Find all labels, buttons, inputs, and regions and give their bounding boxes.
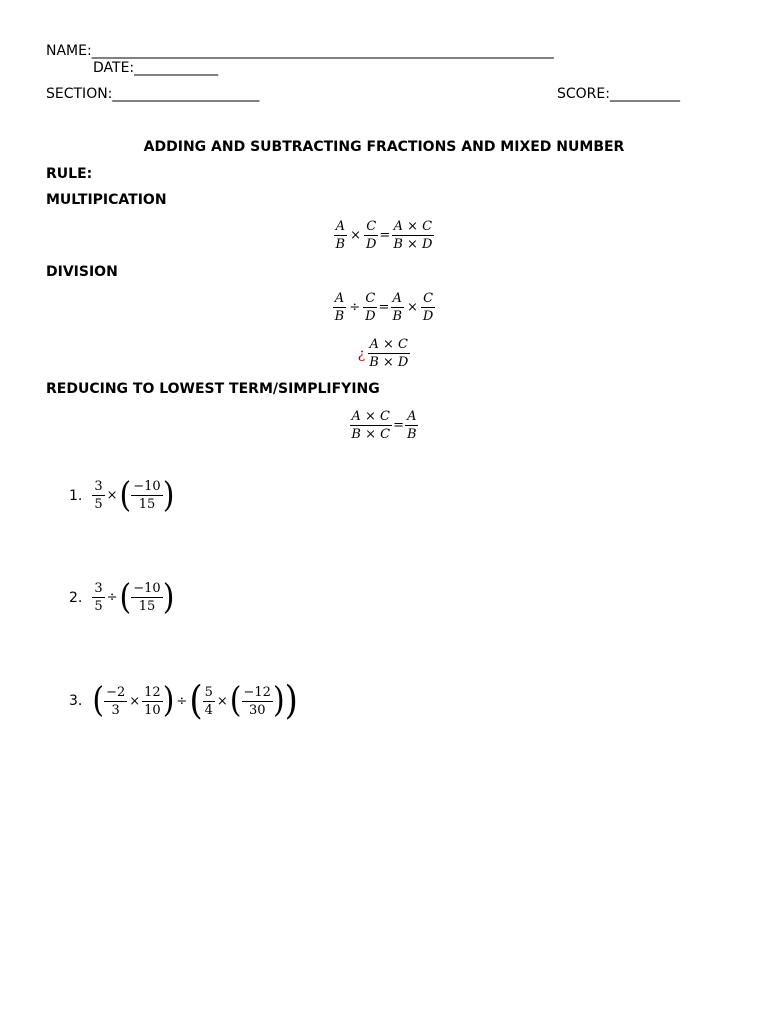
fraction-product: $\frac{A \times C}{B \times D}$ (393, 219, 433, 252)
division-heading: DIVISION (46, 264, 118, 280)
fraction-ac-over-bc: $\frac{A \times C}{B \times C}$ (351, 409, 391, 442)
fraction-a-over-b: $\frac{A}{B}$ (407, 409, 417, 442)
name-line[interactable]: __________________________________________________________________ (91, 43, 554, 59)
problem-number: 2. (69, 589, 83, 606)
fraction-a-over-b: $\frac{A}{B}$ (334, 291, 345, 324)
rule-heading: RULE: (46, 166, 93, 182)
problem-number: 1. (69, 487, 83, 504)
parenthesized-product: ( $\frac{-2}{3}$ × $\frac{12}{10}$ ) (92, 686, 174, 717)
section-label: SECTION: (46, 86, 113, 102)
date-label: DATE: (93, 60, 135, 76)
parenthesized-fraction: ( $\frac{-12}{30}$ ) (230, 686, 285, 717)
name-label: NAME: (46, 43, 92, 59)
reducing-heading: REDUCING TO LOWEST TERM/SIMPLIFYING (46, 381, 380, 397)
unknown-char-marker: ¿ (357, 345, 366, 362)
fraction: $\frac{3}{5}$ (94, 479, 103, 512)
parenthesized-fraction: ( $\frac{-10}{15}$ ) (120, 480, 175, 511)
fraction-a-over-b: $\frac{A}{B}$ (392, 291, 403, 324)
score-line[interactable]: __________ (609, 86, 680, 102)
reducing-formula: $\frac{A \times C}{B \times C}$ = $\frac{A}{B}$ (351, 409, 417, 442)
date-field[interactable] (93, 60, 218, 76)
fraction: $\frac{3}{5}$ (94, 581, 103, 614)
fraction-c-over-d: $\frac{C}{D}$ (365, 291, 376, 324)
fraction-product: $\frac{A \times C}{B \times D}$ (369, 337, 409, 370)
name-field[interactable] (46, 43, 554, 59)
score-field[interactable] (557, 86, 680, 102)
problem-2: 2. $\frac{3}{5}$ ÷ ( $\frac{-10}{15}$ ) (69, 582, 174, 613)
parenthesized-product: ( $\frac{5}{4}$ × ( $\frac{-12}{30}$ ) ) (189, 684, 298, 718)
parenthesized-fraction: ( $\frac{-10}{15}$ ) (120, 582, 175, 613)
section-field[interactable] (46, 86, 259, 102)
problem-number: 3. (69, 693, 83, 709)
division-result (0, 338, 768, 369)
fraction-a-over-b: $\frac{A}{B}$ (335, 219, 346, 252)
score-label: SCORE: (557, 86, 610, 102)
date-line[interactable]: ____________ (134, 60, 219, 76)
problem-3: 3. ( $\frac{-2}{3}$ × $\frac{12}{10}$ ) ÷ ( $\frac{5}{4}$ × ( $\frac{-12}{30}$ ) ) (69, 684, 298, 718)
problem-1: 1. $\frac{3}{5}$ × ( $\frac{-10}{15}$ ) (69, 480, 174, 511)
multiplication-formula: $\frac{A}{B}$ × $\frac{C}{D}$ = $\frac{A \times C}{B \times D}$ (335, 219, 433, 252)
multiplication-heading: MULTIPICATION (46, 192, 167, 208)
division-formula: $\frac{A}{B}$ ÷ $\frac{C}{D}$ = $\frac{A}{B}$ × $\frac{C}{D}$ (334, 291, 434, 324)
fraction-reciprocal: $\frac{C}{D}$ (422, 291, 434, 324)
section-line[interactable]: _____________________ (112, 86, 260, 102)
page-title: ADDING AND SUBTRACTING FRACTIONS AND MIXED NUMBER (143, 139, 625, 155)
fraction-c-over-d: $\frac{C}{D}$ (365, 219, 377, 252)
